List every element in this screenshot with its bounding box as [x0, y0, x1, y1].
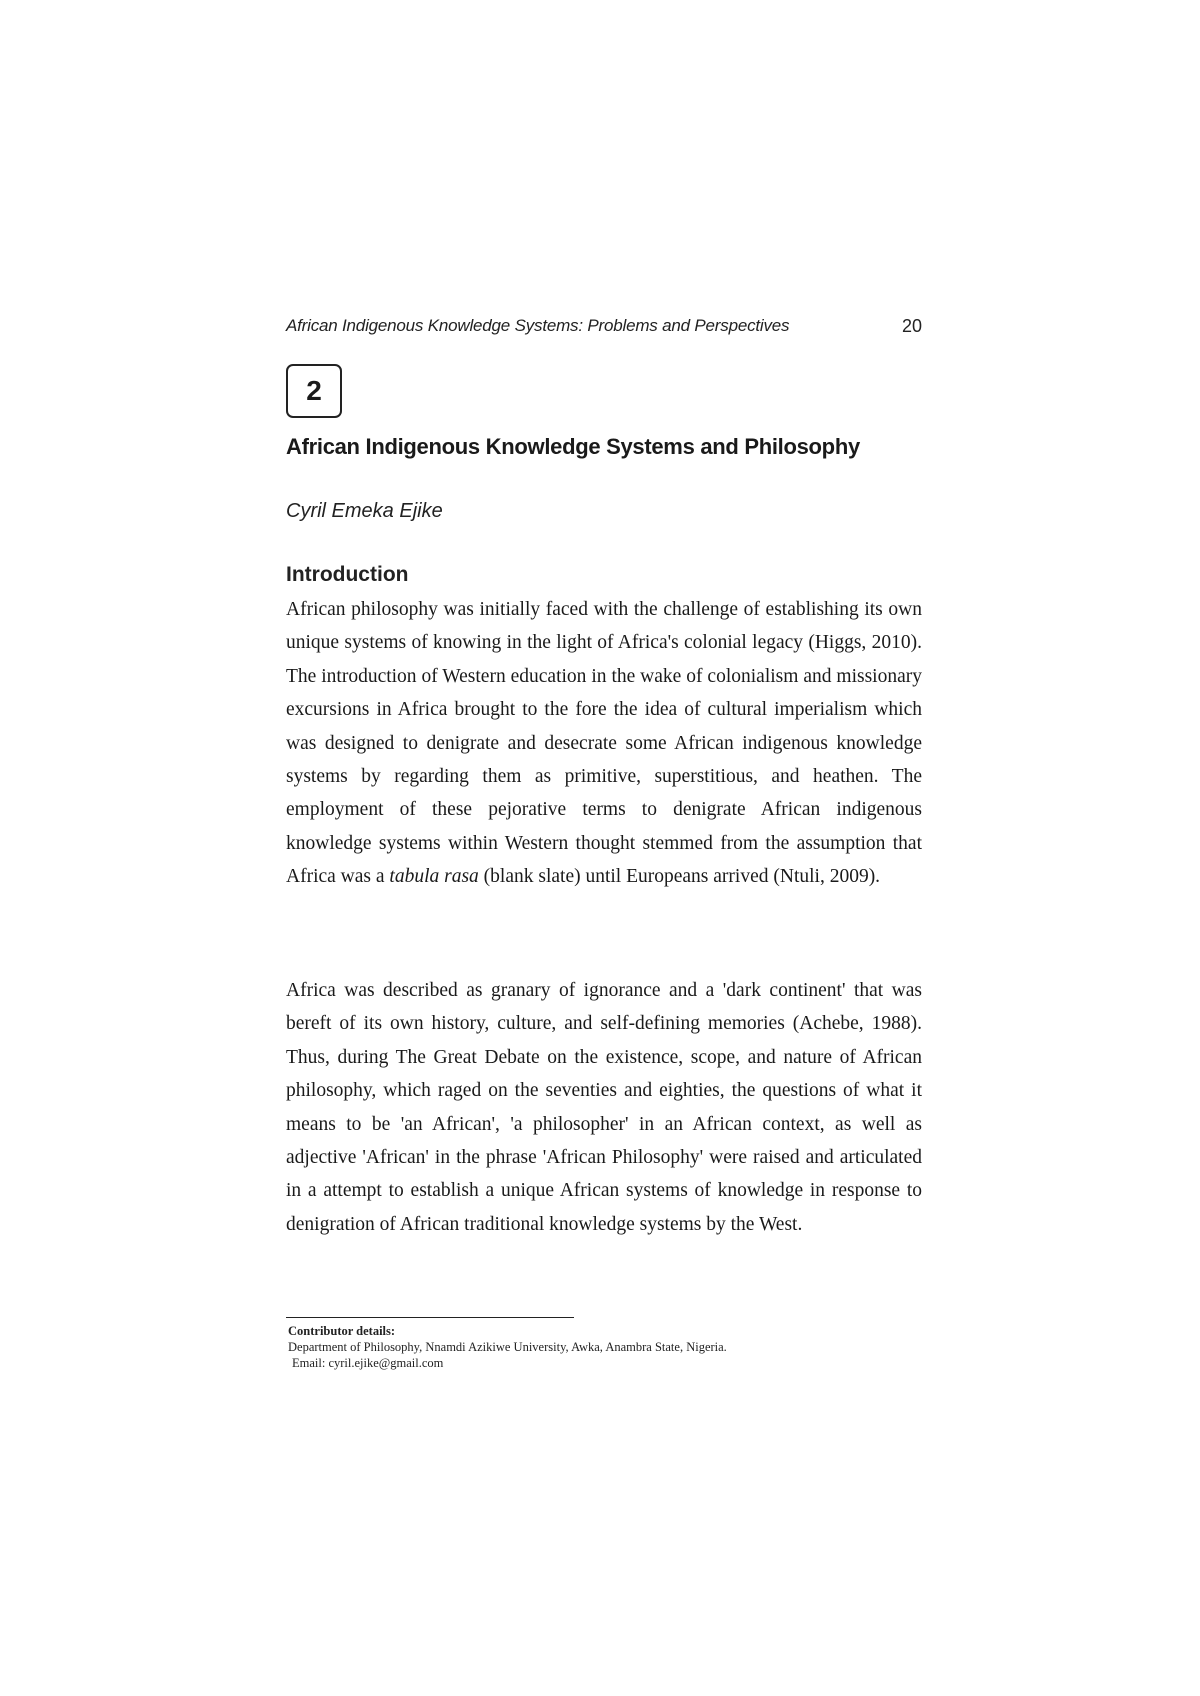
- footnote-email: Email: cyril.ejike@gmail.com: [292, 1356, 444, 1370]
- running-title: African Indigenous Knowledge Systems: Problems and Perspectives: [286, 316, 790, 335]
- page-number: 20: [901, 316, 922, 336]
- section-heading: Introduction: [286, 563, 409, 586]
- paragraph-2: Africa was described as granary of ignorance and a 'dark continent' that was bereft of its own history, culture, and self-defining memories (Achebe, 1988). Thus, during The Great Debate on the existence, scope, and nature of African philosophy, which raged on the seventies and eighties, the questions of what it means to be 'an African', 'a philosopher' in an African context, as well as adjective 'African' in the phrase 'African Philosophy' were raised and articulated in a attempt to establish a unique African systems of knowledge in response to denigration of African traditional knowledge systems by the West.: [286, 980, 922, 1235]
- running-header: [286, 316, 922, 344]
- paragraph-1-text-end: (blank slate) until Europeans arrived (Ntuli, 2009).: [483, 866, 881, 888]
- latin-term: tabula rasa: [389, 866, 479, 888]
- footnote-divider: [286, 1317, 574, 1318]
- author-name: Cyril Emeka Ejike: [286, 500, 443, 522]
- footnote: [288, 1323, 988, 1371]
- chapter-title: African Indigenous Knowledge Systems and Philosophy: [286, 434, 860, 459]
- footnote-affiliation: Department of Philosophy, Nnamdi Azikiwe University, Awka, Anambra State, Nigeria.: [288, 1340, 727, 1354]
- chapter-number-box: 2: [286, 364, 342, 418]
- paragraph-1-text-start: African philosophy was initially faced with the challenge of establishing its own unique systems of knowing in the light of Africa's colonial legacy (Higgs, 2010). The introduction of Western education in the wake of colonialism and missionary excursions in Africa brought to the fore the idea of cultural imperialism which was designed to denigrate and desecrate some African indigenous knowledge systems by regarding them as primitive, superstitious, and heathen. The employment of these pejorative terms to denigrate African indigenous knowledge systems within Western thought stemmed from the assumption that Africa was a: [286, 599, 922, 888]
- paragraph-1: [286, 593, 922, 894]
- footnote-heading: Contributor details:: [288, 1324, 396, 1338]
